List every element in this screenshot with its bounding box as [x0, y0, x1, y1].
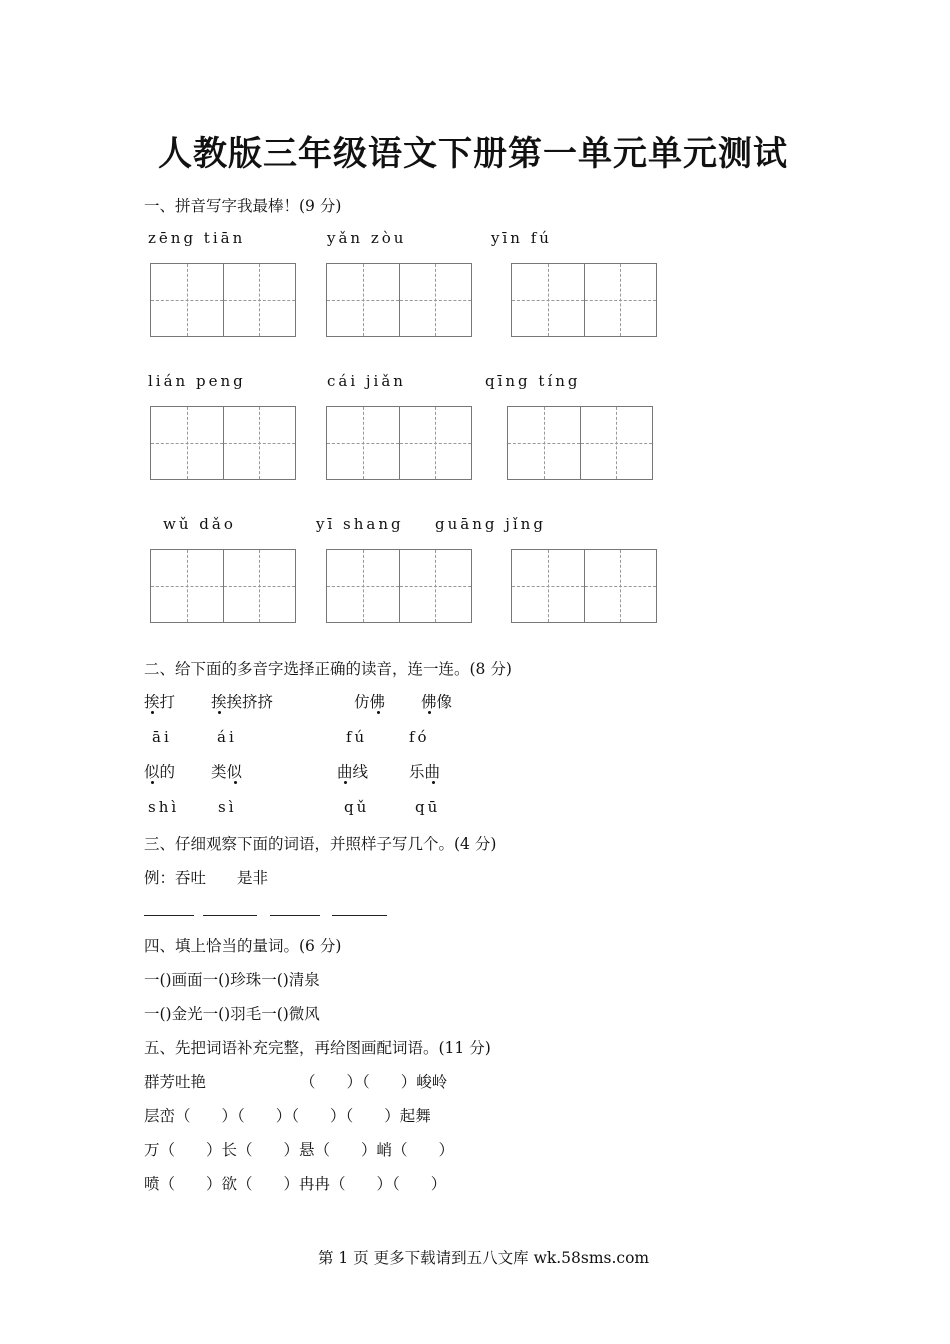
writing-grid[interactable] — [507, 406, 653, 480]
polyphone-word: 乐曲 — [409, 763, 441, 781]
polyphone-pinyin: fú — [346, 728, 368, 746]
section-3-heading: 三、仔细观察下面的词语，并照样子写几个。(4 分) — [144, 835, 497, 853]
polyphone-pinyin: shì — [148, 798, 180, 816]
writing-grid[interactable] — [150, 406, 296, 480]
polyphone-pinyin: sì — [218, 798, 237, 816]
writing-grid[interactable] — [326, 549, 472, 623]
writing-grid[interactable] — [150, 549, 296, 623]
page-title: 人教版三年级语文下册第一单元单元测试 — [158, 134, 788, 174]
pinyin-1-2: yǎn zòu — [327, 229, 407, 247]
pinyin-1-3: yīn fú — [491, 229, 552, 247]
idiom-line-4: 喷（ ）欲（ ）冉冉（ ）（ ） — [144, 1175, 447, 1193]
polyphone-pinyin: fó — [409, 728, 430, 746]
writing-grid[interactable] — [326, 263, 472, 337]
measure-line-1: 一()画面一()珍珠一()清泉 — [144, 971, 320, 989]
polyphone-pinyin: āi — [152, 728, 172, 746]
idiom-line-3: 万（ ）长（ ）悬（ ）峭（ ） — [144, 1141, 455, 1159]
pinyin-2-3: qīng tíng — [485, 372, 581, 390]
emphasis-dot — [151, 781, 154, 784]
emphasis-dot — [234, 781, 237, 784]
polyphone-pinyin: qū — [415, 798, 441, 816]
polyphone-pinyin: qǔ — [344, 798, 370, 816]
answer-blank[interactable] — [270, 915, 320, 916]
emphasis-dot — [344, 781, 347, 784]
writing-grid[interactable] — [511, 549, 657, 623]
pinyin-2-1: lián peng — [148, 372, 246, 390]
emphasis-dot — [218, 711, 221, 714]
writing-grid[interactable] — [150, 263, 296, 337]
answer-blank[interactable] — [332, 915, 387, 916]
polyphone-word: 佛像 — [421, 693, 453, 711]
answer-blank[interactable] — [144, 915, 194, 916]
section-1-heading: 一、拼音写字我最棒！(9 分) — [144, 197, 342, 215]
polyphone-word: 似的 — [144, 763, 176, 781]
example-text: 例：吞吐 是非 — [144, 869, 269, 887]
idiom-line-1a: 群芳吐艳 — [144, 1073, 207, 1091]
emphasis-dot — [377, 711, 380, 714]
answer-blank[interactable] — [203, 915, 257, 916]
writing-grid[interactable] — [511, 263, 657, 337]
emphasis-dot — [151, 711, 154, 714]
section-5-heading: 五、先把词语补充完整，再给图画配词语。(11 分) — [144, 1039, 491, 1057]
polyphone-word: 类似 — [211, 763, 243, 781]
emphasis-dot — [432, 781, 435, 784]
pinyin-1-1: zēng tiān — [148, 229, 246, 247]
emphasis-dot — [428, 711, 431, 714]
polyphone-word: 挨挨挤挤 — [211, 693, 274, 711]
pinyin-3-2: yī shang — [316, 515, 404, 533]
polyphone-word: 曲线 — [337, 763, 369, 781]
writing-grid[interactable] — [326, 406, 472, 480]
pinyin-3-1: wǔ dǎo — [163, 515, 236, 533]
page-footer: 第 1 页 更多下载请到五八文库 wk.58sms.com — [318, 1249, 650, 1267]
idiom-line-2: 层峦（ ）（ ）（ ）（ ）起舞 — [144, 1107, 431, 1125]
polyphone-pinyin: ái — [217, 728, 237, 746]
polyphone-word: 挨打 — [144, 693, 176, 711]
section-4-heading: 四、填上恰当的量词。(6 分) — [144, 937, 342, 955]
idiom-line-1b: （ ）（ ）峻岭 — [300, 1073, 448, 1091]
section-2-heading: 二、给下面的多音字选择正确的读音，连一连。(8 分) — [144, 660, 512, 678]
polyphone-word: 仿佛 — [354, 693, 386, 711]
pinyin-2-2: cái jiǎn — [327, 372, 406, 390]
measure-line-2: 一()金光一()羽毛一()微风 — [144, 1005, 320, 1023]
pinyin-3-3: guāng jǐng — [435, 515, 546, 533]
